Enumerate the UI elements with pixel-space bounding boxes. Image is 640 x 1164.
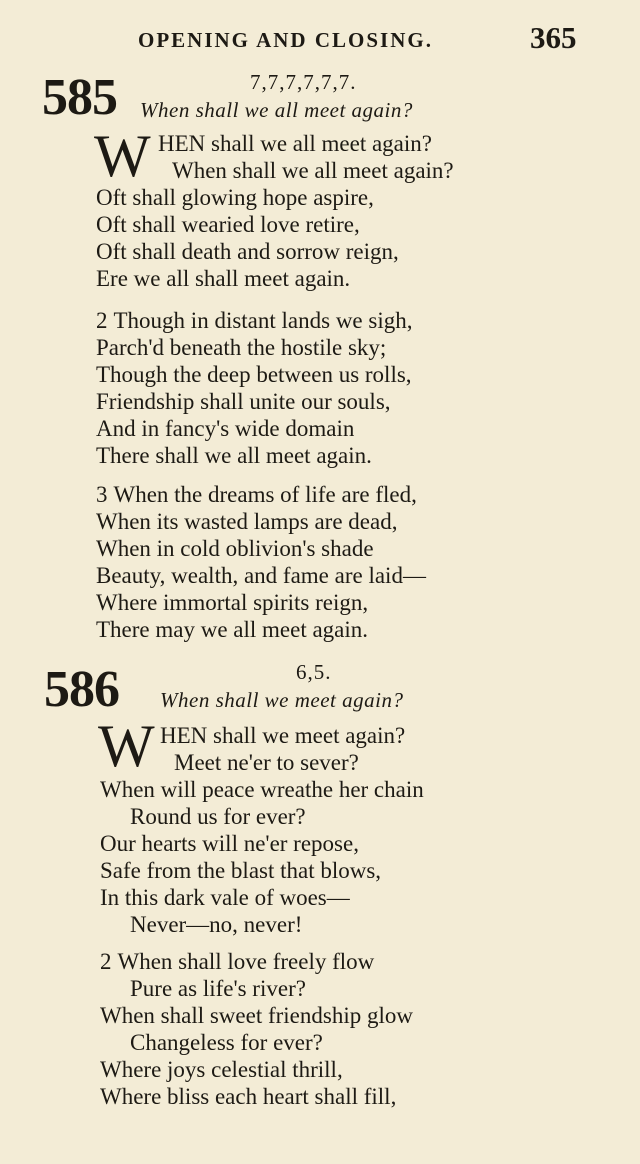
stanza-number: 3 <box>96 482 108 507</box>
verse-line: Parch'd beneath the hostile sky; <box>96 335 387 360</box>
verse-line: Never—no, never! <box>130 912 303 937</box>
verse-line: When in cold oblivion's shade <box>96 536 374 561</box>
verse-line: Beauty, wealth, and fame are laid— <box>96 563 426 588</box>
stanza <box>100 948 413 1110</box>
verse-line: Safe from the blast that blows, <box>100 858 382 883</box>
stanza <box>96 307 412 469</box>
verse-line: Where bliss each heart shall fill, <box>100 1084 397 1109</box>
page-number: 365 <box>530 20 577 55</box>
verse-line: When shall we all meet again? <box>172 158 454 183</box>
stanza <box>96 481 426 643</box>
verse-line: Friendship shall unite our souls, <box>96 389 391 414</box>
verse-line: HEN shall we meet again? <box>160 723 406 748</box>
verse-line: There may we all meet again. <box>96 617 369 642</box>
stanza-number: 2 <box>96 308 108 333</box>
verse-line: Meet ne'er to sever? <box>174 750 359 775</box>
verse-line-text: When shall love freely flow <box>117 949 375 974</box>
verse-line: Ere we all shall meet again. <box>96 266 351 291</box>
verse-line: Our hearts will ne'er repose, <box>100 831 359 856</box>
verse-line: Oft shall glowing hope aspire, <box>96 185 374 210</box>
hymn-title: When shall we meet again? <box>160 688 404 712</box>
verse-line: Pure as life's river? <box>130 976 306 1001</box>
stanza <box>100 722 424 938</box>
stanza <box>94 123 454 292</box>
verse-line: When will peace wreathe her chain <box>100 777 424 802</box>
verse-line: Where joys celestial thrill, <box>100 1057 343 1082</box>
verse-line: Where immortal spirits reign, <box>96 590 369 615</box>
verse-line: Changeless for ever? <box>130 1030 323 1055</box>
verse-line <box>96 307 412 334</box>
verse-line: When shall sweet friendship glow <box>100 1003 413 1028</box>
hymn-meter: 6,5. <box>296 660 332 684</box>
verse-line <box>100 948 413 975</box>
verse-line: And in fancy's wide domain <box>96 416 355 441</box>
verse-line-text: When the dreams of life are fled, <box>113 482 417 507</box>
verse-line-text: Though in distant lands we sigh, <box>113 308 413 333</box>
hymn-title: When shall we all meet again? <box>140 98 413 122</box>
verse-line: Round us for ever? <box>130 804 306 829</box>
verse-line <box>96 481 426 508</box>
verse-line: HEN shall we all meet again? <box>158 131 432 156</box>
verse-line: When its wasted lamps are dead, <box>96 509 398 534</box>
verse-line: Though the deep between us rolls, <box>96 362 412 387</box>
running-header: OPENING AND CLOSING. <box>138 28 433 52</box>
hymn-meter: 7,7,7,7,7,7. <box>250 70 357 94</box>
stanza-number: 2 <box>100 949 112 974</box>
verse-line: Oft shall death and sorrow reign, <box>96 239 399 264</box>
verse-line: There shall we all meet again. <box>96 443 372 468</box>
drop-cap: W <box>94 123 151 189</box>
hymn-number: 586 <box>44 661 119 718</box>
verse-line: Oft shall wearied love retire, <box>96 212 360 237</box>
drop-cap: W <box>98 713 155 779</box>
verse-line: In this dark vale of woes— <box>100 885 350 910</box>
hymn-number: 585 <box>42 69 117 126</box>
